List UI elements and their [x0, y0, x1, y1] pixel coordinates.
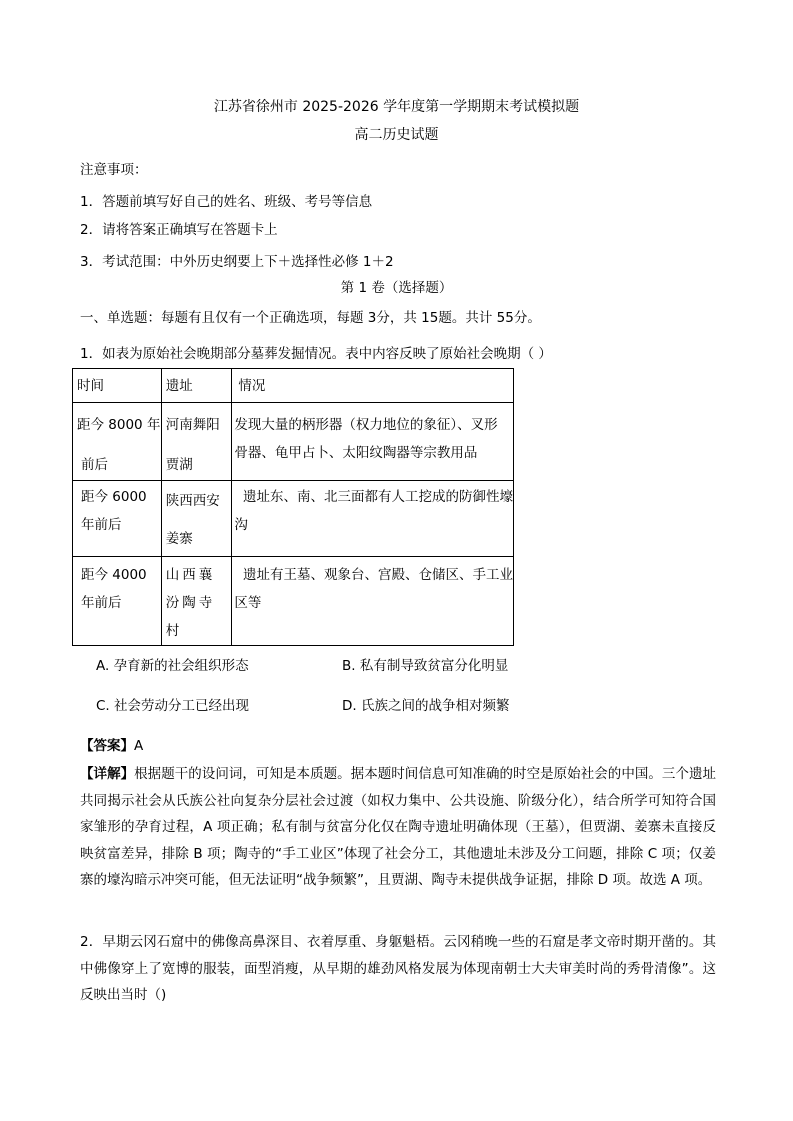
- note-item: 3．考试范围：中外历史纲要上下＋选择性必修 1＋2: [80, 254, 394, 270]
- table-row: [73, 557, 514, 646]
- note-item: 1．答题前填写好自己的姓名、班级、考号等信息: [80, 194, 373, 210]
- table-header-cell: 遗址: [161, 369, 232, 403]
- table-cell-site: 河南舞阳 贾湖: [161, 403, 232, 481]
- table-cell-time: 距今 8000 年 前后: [73, 403, 162, 481]
- table-cell-site: 陕西西安 姜寨: [161, 481, 232, 557]
- note-item: 2．请将答案正确填写在答题卡上: [80, 222, 278, 238]
- answer-value: A: [134, 738, 144, 754]
- answer-detail: [80, 761, 716, 894]
- question-2-stem: 2．早期云冈石窟中的佛像高鼻深目、衣着厚重、身躯魁梧。云冈稍晚一些的石窟是孝文帝时期开凿的。其中佛像穿上了宽博的服装，面型消瘦，从早期的雄劲风格发展为体现南朝士大夫审美时尚的秀骨清像”。这反映出当时（): [80, 934, 716, 1003]
- option-c: C. 社会劳动分工已经出现: [96, 698, 250, 714]
- page-subtitle: 高二历史试题: [354, 127, 439, 143]
- table-header-row: [73, 369, 514, 403]
- question-1-table: [72, 368, 514, 646]
- table-cell-time: 距今 4000 年前后: [73, 557, 162, 646]
- detail-label: 【详解】: [80, 766, 135, 782]
- notes-heading: 注意事项：: [80, 162, 148, 178]
- volume-heading: 第 1 卷（选择题）: [340, 280, 453, 296]
- table-cell-info: 遗址东、南、北三面都有人工挖成的防御性壕 沟: [232, 481, 514, 557]
- table-cell-info: 遗址有王墓、观象台、宫殿、仓储区、手工业 区等: [232, 557, 514, 646]
- option-d: D. 氏族之间的战争相对频繁: [342, 698, 510, 714]
- table-header-cell: 情况: [232, 369, 514, 403]
- table-cell-time: 距今 6000 年前后: [73, 481, 162, 557]
- option-b: B. 私有制导致贫富分化明显: [342, 658, 509, 674]
- table-cell-site: 山西襄 汾陶寺 村: [161, 557, 232, 646]
- answer-label: 【答案】: [80, 738, 134, 754]
- section-heading: 一、单选题：每题有且仅有一个正确选项，每题 3分，共 15题。共计 55分。: [80, 310, 541, 326]
- detail-text: 根据题干的设问词，可知是本质题。据本题时间信息可知准确的时空是原始社会的中国。三个遗址共同揭示社会从氏族公社向复杂分层社会过渡（如权力集中、公共设施、阶级分化），结合所学可知符合国家雏形的孕育过程，A 项正确；私有制与贫富分化仅在陶寺遗址明确体现（王墓），但贾湖、姜寨未直接反映贫富差异，排除 B 项；陶寺的“手工业区”体现了社会分工，其他遗址未涉及分工问题，排除 C 项；仅姜寨的壕沟暗示冲突可能，但无法证明“战争频繁”，且贾湖、陶寺未提供战争证据，排除 D 项。故选 A 项。: [80, 766, 717, 888]
- page-title: 江苏省徐州市 2025-2026 学年度第一学期期末考试模拟题: [213, 99, 580, 115]
- table-cell-info: 发现大量的柄形器（权力地位的象征）、叉形 骨器、龟甲占卜、太阳纹陶器等宗教用品: [232, 403, 514, 481]
- question-1-stem: 1．如表为原始社会晚期部分墓葬发掘情况。表中内容反映了原始社会晚期（ ）: [80, 346, 552, 362]
- table-header-cell: 时间: [73, 369, 162, 403]
- answer: [80, 734, 143, 754]
- option-a: A. 孕育新的社会组织形态: [96, 658, 249, 674]
- table-row: [73, 481, 514, 557]
- table-row: [73, 403, 514, 481]
